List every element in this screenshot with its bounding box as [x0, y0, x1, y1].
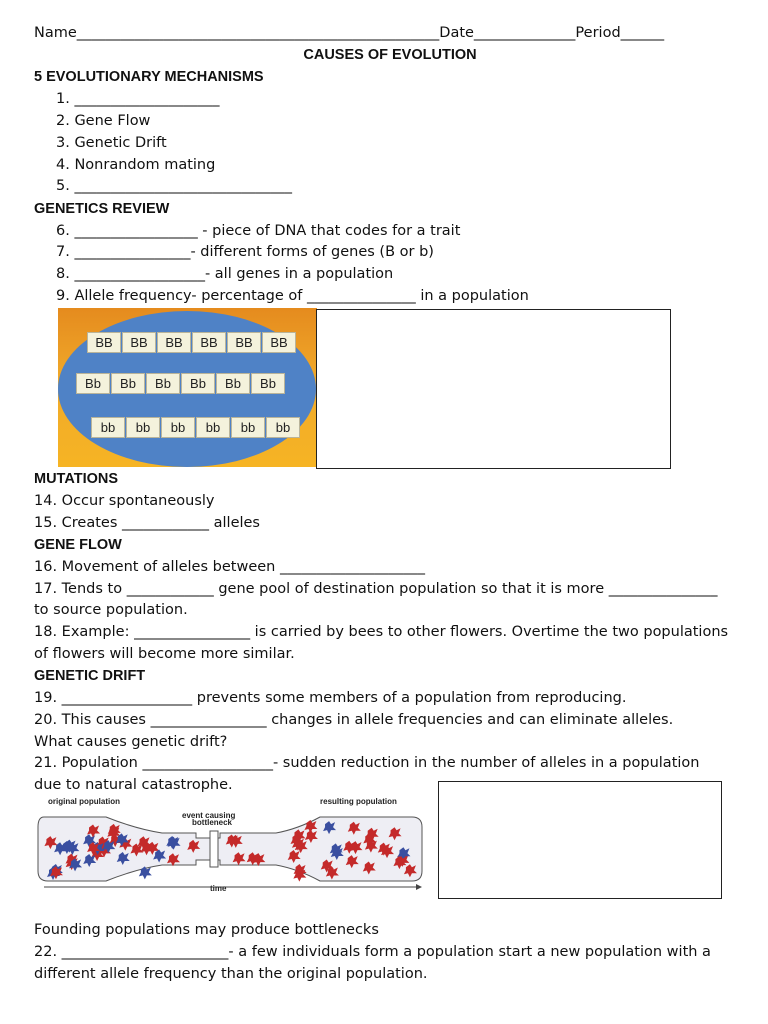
list-item: to source population.	[34, 602, 188, 618]
allele-tile: Bb	[181, 373, 215, 394]
name-date-period-line: Name__________________________________________________Date______________Period______	[34, 25, 665, 41]
list-item: 16. Movement of alleles between ____________________	[34, 559, 425, 575]
population-figure	[58, 308, 317, 467]
list-item: 6. _________________ - piece of DNA that codes for a trait	[56, 223, 461, 239]
section-heading-mechanisms: 5 EVOLUTIONARY MECHANISMS	[34, 69, 264, 85]
allele-tile: bb	[266, 417, 300, 438]
list-item: of flowers will become more similar.	[34, 646, 295, 662]
allele-tile: BB	[262, 332, 296, 353]
list-item: 17. Tends to ____________ gene pool of destination population so that it is more _______________	[34, 581, 718, 597]
section-heading-genetic-drift: GENETIC DRIFT	[34, 668, 146, 684]
list-item: 2. Gene Flow	[56, 113, 151, 129]
answer-box-frequency[interactable]	[316, 309, 671, 469]
section-heading-mutations: MUTATIONS	[34, 471, 119, 487]
list-item: What causes genetic drift?	[34, 734, 228, 750]
section-heading-gene-flow: GENE FLOW	[34, 537, 122, 553]
bottleneck-center-label-1: event causing	[182, 811, 236, 820]
bottleneck-drawing	[36, 803, 426, 893]
list-item: 21. Population __________________- sudden reduction in the number of alleles in a population	[34, 755, 700, 771]
section-heading-genetics: GENETICS REVIEW	[34, 201, 170, 217]
allele-tile: bb	[91, 417, 125, 438]
list-item: different allele frequency than the original population.	[34, 966, 428, 982]
allele-tile: bb	[196, 417, 230, 438]
list-item: 3. Genetic Drift	[56, 135, 167, 151]
allele-tile: BB	[227, 332, 261, 353]
list-item: 7. ________________- different forms of genes (B or b)	[56, 244, 434, 260]
list-item: 9. Allele frequency- percentage of _______________ in a population	[56, 288, 529, 304]
list-item: 1. ____________________	[56, 91, 220, 107]
allele-tile: BB	[87, 332, 121, 353]
list-item: Founding populations may produce bottlenecks	[34, 922, 379, 938]
bottleneck-center-label-2: bottleneck	[192, 818, 233, 827]
allele-tile: Bb	[146, 373, 180, 394]
list-item: 15. Creates ____________ alleles	[34, 515, 260, 531]
allele-tile: Bb	[216, 373, 250, 394]
allele-tile: Bb	[111, 373, 145, 394]
allele-tile: BB	[157, 332, 191, 353]
allele-tile: bb	[231, 417, 265, 438]
list-item: 14. Occur spontaneously	[34, 493, 215, 509]
list-item: 8. __________________- all genes in a population	[56, 266, 394, 282]
allele-tile: BB	[122, 332, 156, 353]
list-item: 22. _______________________- a few individuals form a population start a new population with a	[34, 944, 711, 960]
list-item: 20. This causes ________________ changes in allele frequencies and can eliminate alleles.	[34, 712, 674, 728]
list-item: 5. ______________________________	[56, 178, 292, 194]
allele-tile: bb	[126, 417, 160, 438]
allele-tile: bb	[161, 417, 195, 438]
allele-tile: Bb	[76, 373, 110, 394]
bottleneck-time-label: time	[210, 884, 227, 893]
bottleneck-left-label: original population	[48, 797, 120, 806]
allele-tile: Bb	[251, 373, 285, 394]
page-title: CAUSES OF EVOLUTION	[303, 47, 477, 63]
list-item: 18. Example: ________________ is carried by bees to other flowers. Overtime the two populations	[34, 624, 729, 640]
list-item: due to natural catastrophe.	[34, 777, 233, 793]
list-item: 4. Nonrandom mating	[56, 157, 216, 173]
bottleneck-right-label: resulting population	[320, 797, 397, 806]
bottleneck-figure	[36, 793, 426, 895]
allele-tile: BB	[192, 332, 226, 353]
answer-box-bottleneck[interactable]	[438, 781, 722, 899]
list-item: 19. __________________ prevents some members of a population from reproducing.	[34, 690, 627, 706]
